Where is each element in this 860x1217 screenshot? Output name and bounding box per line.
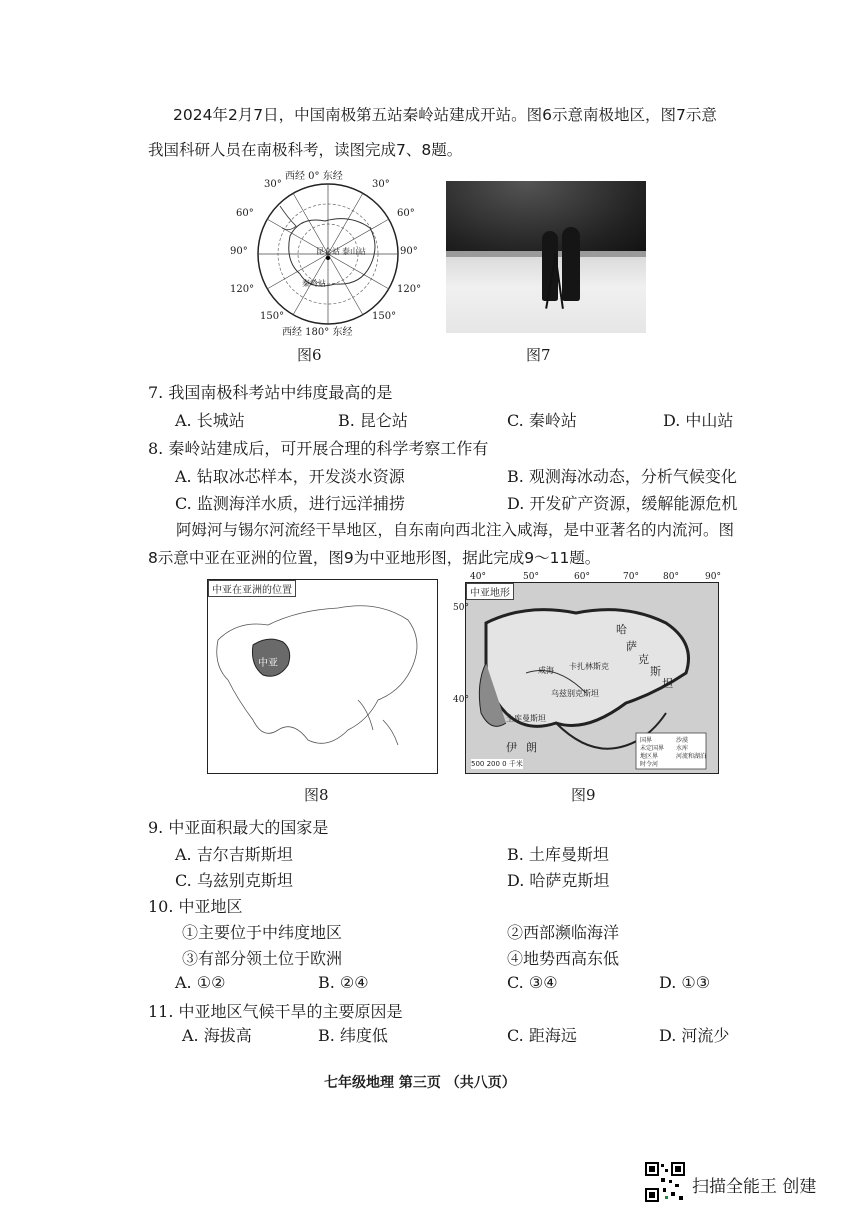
- legend-seasonal: 时令河: [640, 761, 659, 768]
- fig7-caption: 图7: [526, 346, 551, 364]
- q7-stem: 7. 我国南极科考站中纬度最高的是: [148, 383, 393, 402]
- fig8-caption: 图8: [304, 786, 329, 804]
- central-asia-terrain-map: [465, 582, 719, 774]
- lon-90-right: 90°: [400, 246, 418, 257]
- legend-border: 国界: [640, 737, 653, 744]
- intro2-line-2: 8示意中亚在亚洲的位置，图9为中亚地形图，据此完成9～11题。: [148, 549, 601, 567]
- lon-50: 50°: [523, 572, 539, 582]
- kazakhstan-ke: 克: [638, 653, 649, 666]
- qinling-label: 秦岭站: [302, 279, 326, 288]
- q10-item-3: ③有部分领土位于欧洲: [182, 949, 343, 968]
- legend-river: 河流和湖泊: [676, 753, 707, 760]
- lon-30-right: 30°: [372, 179, 390, 190]
- scanner-watermark: 扫描全能王 创建: [692, 1177, 817, 1197]
- q9-option-a: A. 吉尔吉斯斯坦: [175, 845, 293, 864]
- intro-line-1: 2024年2月7日，中国南极第五站秦岭站建成开站。图6示意南极地区，图7示意: [173, 106, 717, 124]
- q8-option-a: A. 钻取冰芯样本，开发淡水资源: [175, 467, 405, 486]
- lon-80: 80°: [663, 572, 679, 582]
- q10-option-d: D. ①③: [659, 973, 711, 992]
- kazakhstan-sa: 萨: [626, 640, 637, 653]
- lon-90: 90°: [705, 572, 721, 582]
- q9-option-d: D. 哈萨克斯坦: [507, 871, 610, 890]
- kazakhstan-ha: 哈: [616, 623, 627, 636]
- q11-option-a: A. 海拔高: [182, 1026, 252, 1045]
- legend-reservoir: 水库: [676, 745, 689, 752]
- taishan-label: 泰山站: [342, 247, 366, 256]
- lon-150-right: 150°: [372, 311, 397, 322]
- q11-option-d: D. 河流少: [659, 1026, 730, 1045]
- kazalinsk-label: 卡扎林斯克: [569, 662, 609, 671]
- q7-option-d: D. 中山站: [663, 411, 734, 430]
- lon-90-left: 90°: [230, 246, 248, 257]
- asia-location-map: [207, 579, 438, 774]
- lon-bottom-label: 西经 180° 东经: [282, 327, 353, 338]
- q8-option-c: C. 监测海洋水质，进行远洋捕捞: [175, 494, 405, 513]
- aral-sea-label: 咸海: [538, 666, 554, 675]
- lon-70: 70°: [623, 572, 639, 582]
- lon-60: 60°: [574, 572, 590, 582]
- page-footer: 七年级地理 第三页 （共八页）: [324, 1075, 516, 1091]
- fig9-title: 中亚地形: [466, 583, 514, 600]
- lon-30-left: 30°: [264, 179, 282, 190]
- q10-option-a: A. ①②: [175, 973, 226, 992]
- qr-code-icon: [645, 1162, 685, 1202]
- q10-item-4: ④地势西高东低: [507, 949, 620, 968]
- intro2-line-1: 阿姆河与锡尔河流经干旱地区，自东南向西北注入咸海，是中亚著名的内流河。图: [176, 521, 735, 539]
- central-asia-label: 中亚: [258, 658, 278, 669]
- q8-option-b: B. 观测海冰动态，分析气候变化: [507, 467, 737, 486]
- iran-yi: 伊: [506, 741, 517, 754]
- q11-stem: 11. 中亚地区气候干旱的主要原因是: [148, 1002, 403, 1021]
- q7-option-c: C. 秦岭站: [507, 411, 577, 430]
- lat-50: 50°: [453, 603, 469, 613]
- q9-stem: 9. 中亚面积最大的国家是: [148, 818, 329, 837]
- q11-option-b: B. 纬度低: [318, 1026, 388, 1045]
- kunlun-label: 昆仑站: [316, 247, 340, 256]
- q9-option-b: B. 土库曼斯坦: [507, 845, 609, 864]
- fig9-caption: 图9: [571, 786, 596, 804]
- q8-option-d: D. 开发矿产资源，缓解能源危机: [507, 494, 738, 513]
- fig6-caption: 图6: [297, 346, 322, 364]
- kazakhstan-tan: 坦: [662, 677, 673, 690]
- lon-120-right: 120°: [397, 284, 422, 295]
- turkmenistan-label: 土库曼斯坦: [506, 714, 546, 723]
- q7-option-a: A. 长城站: [175, 411, 245, 430]
- q10-stem: 10. 中亚地区: [148, 897, 243, 916]
- q10-item-1: ①主要位于中纬度地区: [182, 923, 343, 942]
- q7-option-b: B. 昆仑站: [338, 411, 408, 430]
- lon-60-right: 60°: [397, 208, 415, 219]
- legend-undetermined: 未定国界: [640, 745, 665, 752]
- legend-desert: 沙漠: [676, 737, 689, 744]
- lat-40: 40°: [453, 695, 469, 705]
- antarctic-research-photo: [446, 181, 646, 333]
- legend-region: 地区界: [640, 753, 659, 760]
- intro-line-2: 我国科研人员在南极科考，读图完成7、8题。: [148, 141, 463, 159]
- antarctica-map: [230, 166, 430, 336]
- q10-option-c: C. ③④: [507, 973, 558, 992]
- q10-item-2: ②西部濒临海洋: [507, 923, 620, 942]
- lon-top-label: 西经 0° 东经: [285, 171, 343, 182]
- q8-stem: 8. 秦岭站建成后，可开展合理的科学考察工作有: [148, 439, 489, 458]
- fig8-title: 中亚在亚洲的位置: [208, 580, 296, 597]
- scale-bar: 500 200 0 千米: [471, 760, 523, 768]
- q9-option-c: C. 乌兹别克斯坦: [175, 871, 293, 890]
- lon-120-left: 120°: [230, 284, 255, 295]
- lon-40: 40°: [470, 572, 486, 582]
- lon-150-left: 150°: [260, 311, 285, 322]
- q10-option-b: B. ②④: [318, 973, 369, 992]
- lon-60-left: 60°: [236, 208, 254, 219]
- uzbekistan-label: 乌兹别克斯坦: [551, 689, 599, 698]
- kazakhstan-si: 斯: [650, 665, 661, 678]
- iran-lang: 朗: [526, 741, 537, 754]
- q11-option-c: C. 距海远: [507, 1026, 577, 1045]
